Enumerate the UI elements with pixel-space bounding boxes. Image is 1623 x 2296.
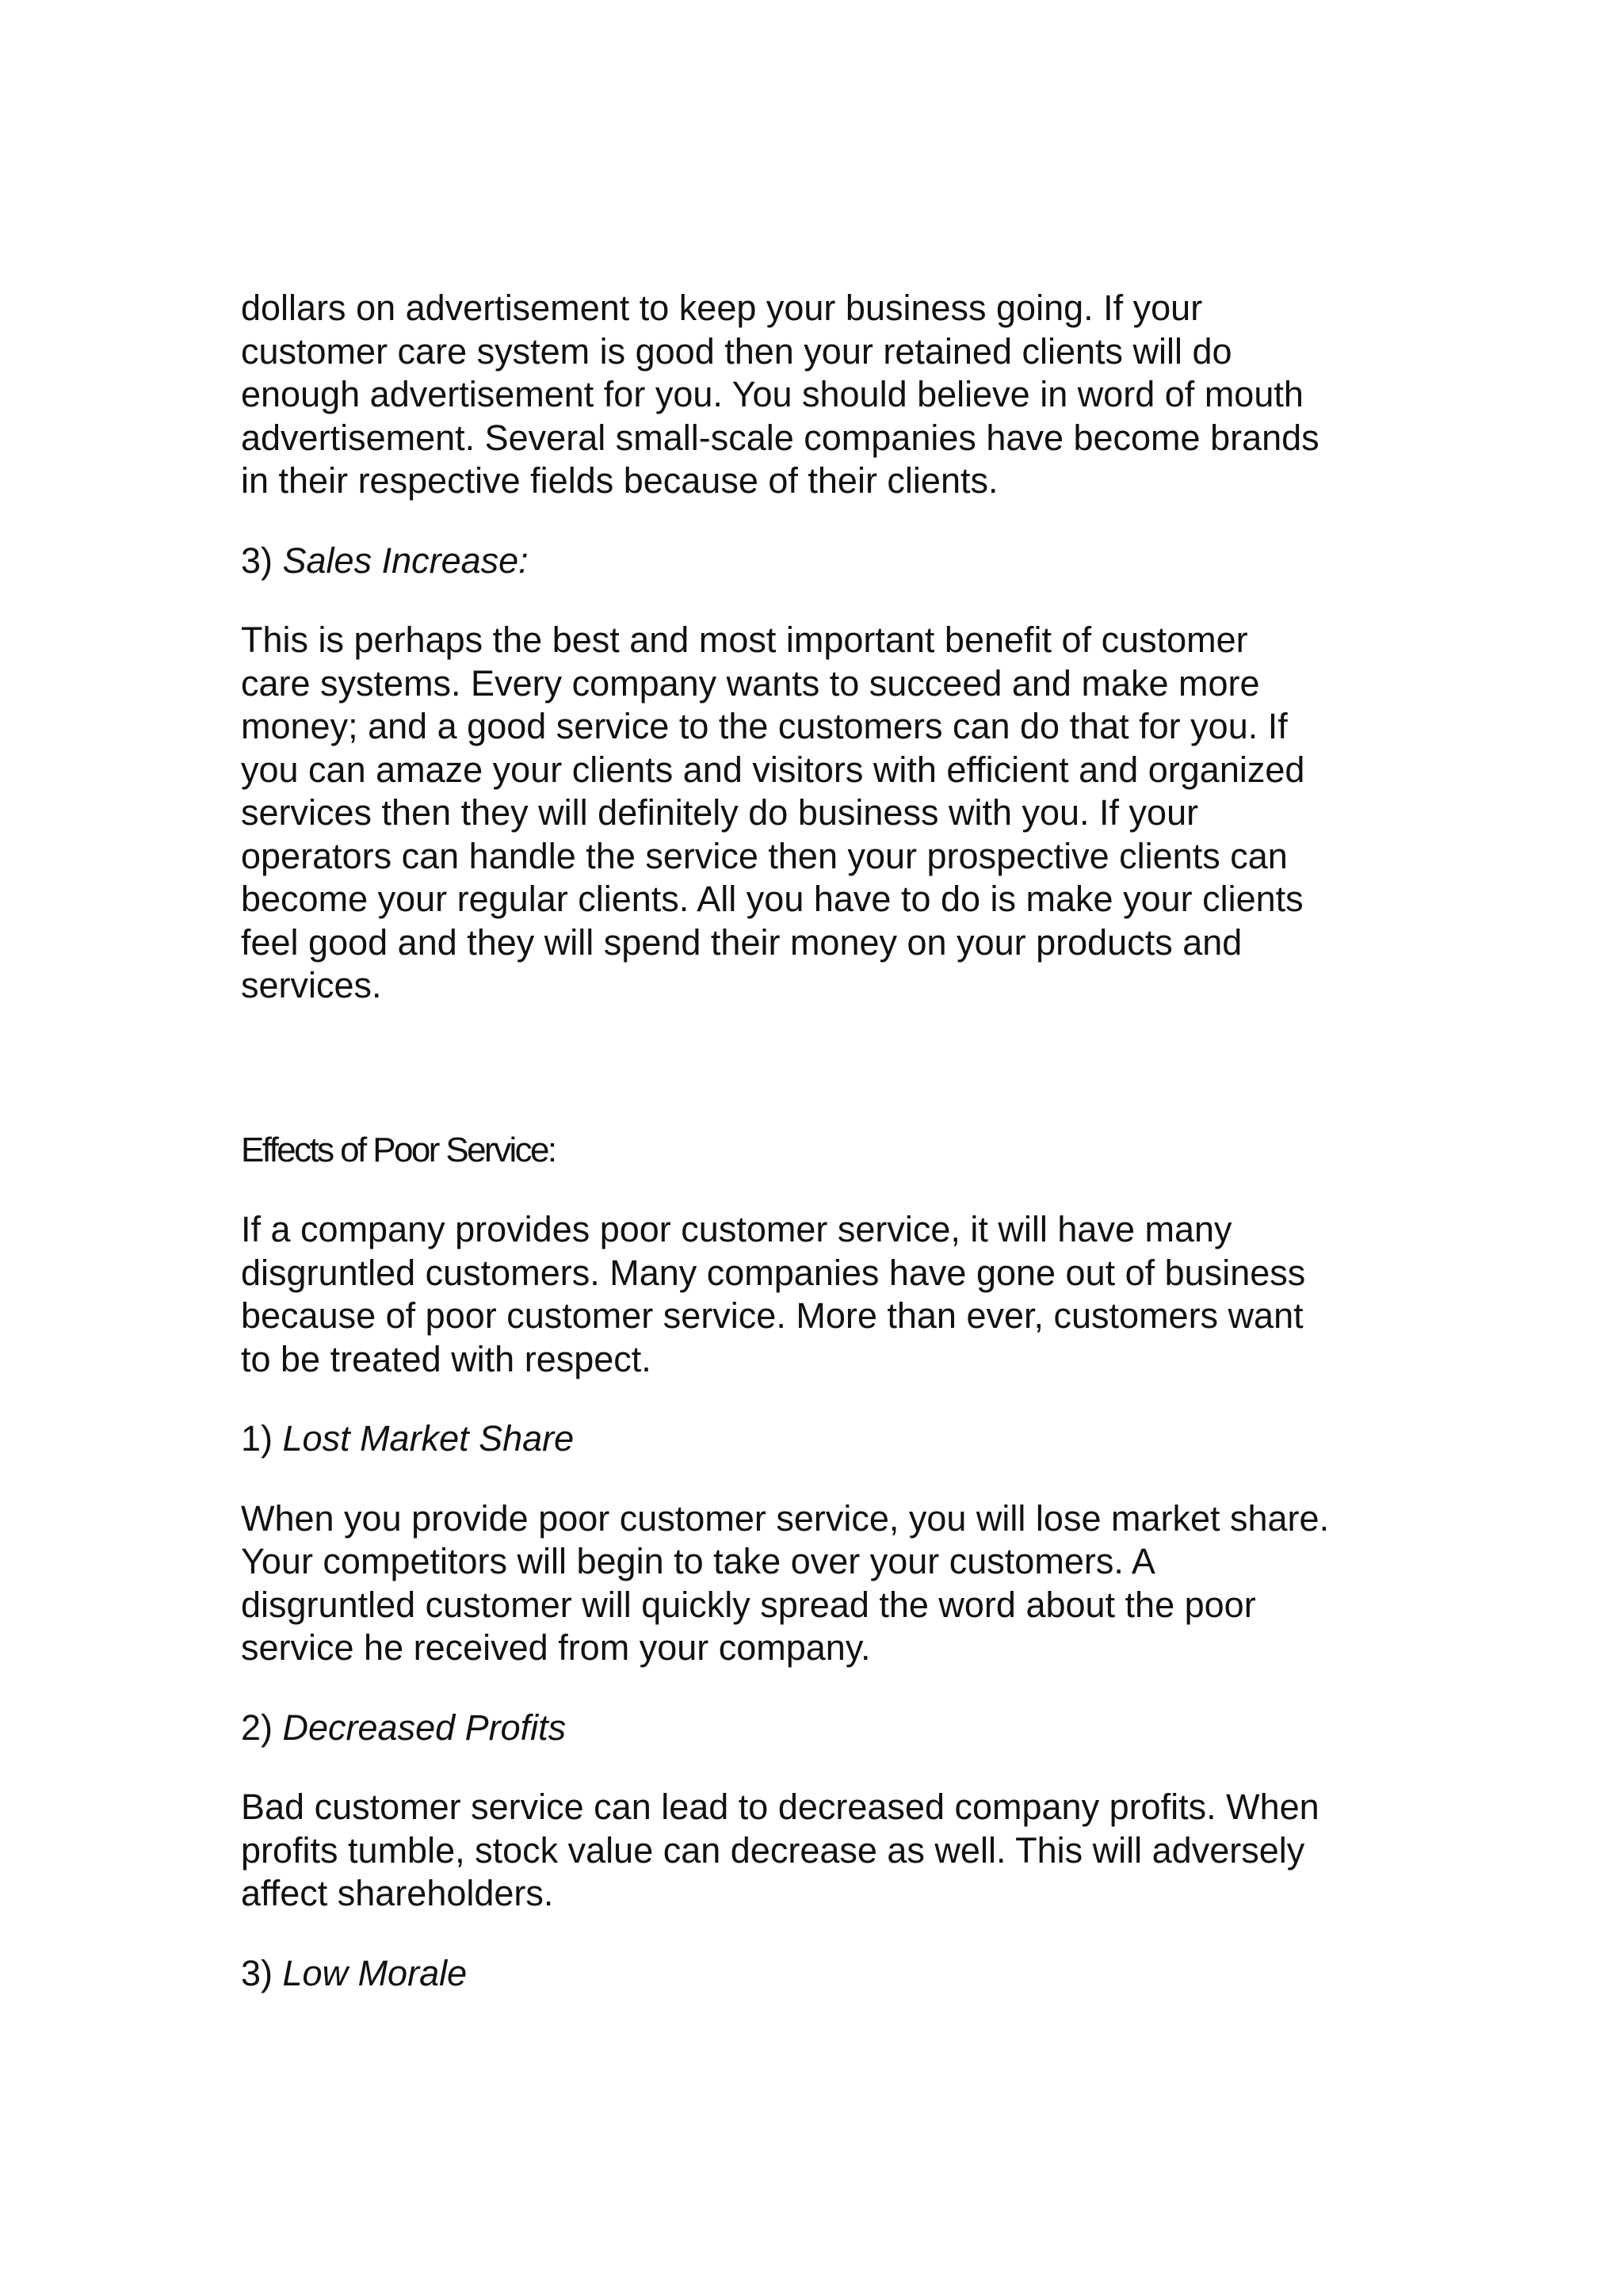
heading-label: Low Morale <box>282 1952 468 1993</box>
heading-label: Lost Market Share <box>282 1418 575 1459</box>
text-line: Bad customer service can lead to decreased company profits. When <box>241 1787 1319 1827</box>
text-line: affect shareholders. <box>241 1873 554 1913</box>
intro-paragraph <box>241 287 1406 503</box>
text-line: profits tumble, stock value can decrease as well. This will adversely <box>241 1829 1305 1871</box>
text-line: Your competitors will begin to take over your customers. A <box>241 1541 1155 1581</box>
text-line: in their respective fields because of their clients. <box>241 460 999 501</box>
heading-number: 2) <box>241 1707 283 1748</box>
text-line: you can amaze your clients and visitors with efficient and organized <box>241 749 1305 790</box>
heading-number: 3) <box>241 1952 283 1993</box>
heading-label: Sales Increase: <box>282 540 529 581</box>
text-line: feel good and they will spend their money on your products and <box>241 921 1243 963</box>
decreased-profits-heading <box>241 1707 1406 1750</box>
sales-increase-heading <box>241 540 1406 583</box>
text-line: disgruntled customers. Many companies have gone out of business <box>241 1252 1306 1293</box>
text-line: to be treated with respect. <box>241 1338 651 1379</box>
text-line: because of poor customer service. More than ever, customers want <box>241 1295 1304 1336</box>
text-line: become your regular clients. All you have to do is make your clients <box>241 879 1304 919</box>
heading-number: 3) <box>241 540 283 581</box>
text-line: money; and a good service to the customers can do that for you. If <box>241 706 1288 746</box>
text-line: services. <box>241 965 382 1005</box>
text-line: service he received from your company. <box>241 1627 871 1668</box>
text-line: operators can handle the service then your prospective clients can <box>241 835 1288 876</box>
heading-number: 1) <box>241 1418 283 1459</box>
low-morale-heading <box>241 1952 1406 1996</box>
text-line: customer care system is good then your retained clients will do <box>241 330 1232 372</box>
poor-service-section-title: Effects of Poor Service: <box>241 1130 556 1169</box>
document-body <box>241 287 1406 1995</box>
text-line: disgruntled customer will quickly spread the word about the poor <box>241 1584 1256 1625</box>
text-line: advertisement. Several small-scale companies have become brands <box>241 417 1319 458</box>
text-line: care systems. Every company wants to succeed and make more <box>241 662 1260 704</box>
poor-service-paragraph <box>241 1208 1406 1381</box>
heading-label: Decreased Profits <box>282 1707 567 1748</box>
text-line: When you provide poor customer service, you will lose market share. <box>241 1497 1330 1539</box>
lost-market-share-paragraph <box>241 1497 1406 1670</box>
text-line: This is perhaps the best and most important benefit of customer <box>241 620 1248 660</box>
sales-increase-paragraph <box>241 619 1406 1008</box>
text-line: dollars on advertisement to keep your business going. If your <box>241 288 1203 328</box>
text-line: If a company provides poor customer service, it will have many <box>241 1209 1232 1249</box>
lost-market-share-heading <box>241 1417 1406 1461</box>
text-line: services then they will definitely do business with you. If your <box>241 792 1199 833</box>
text-line: enough advertisement for you. You should believe in word of mouth <box>241 374 1304 414</box>
decreased-profits-paragraph <box>241 1786 1406 1916</box>
